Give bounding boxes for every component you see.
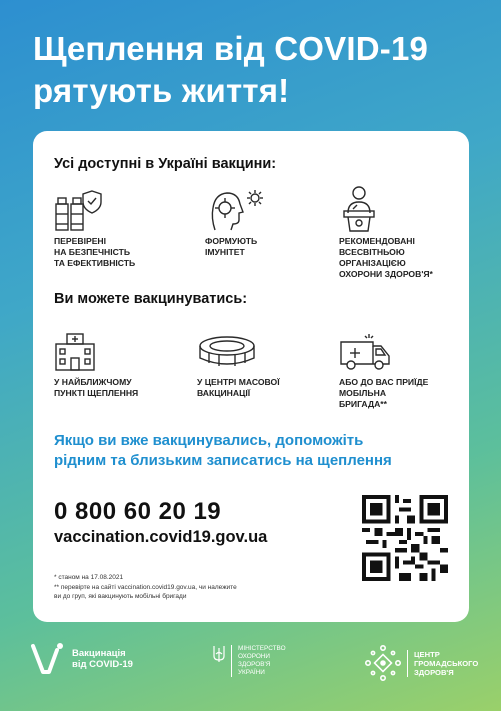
vaccine-item-label-2: ІМУНІТЕТ [205, 247, 245, 257]
vaccine-item-tested [54, 188, 184, 269]
vaccination-covid19-logo [30, 642, 133, 676]
cta-line-2: рідним та близьким записатись на щеплення [54, 452, 392, 469]
logo2-line-3: ЗДОРОВ'Я [238, 661, 271, 668]
vaccine-item-label-1: РЕКОМЕНДОВАНІ [339, 236, 415, 246]
logo2-line-1: МІНІСТЕРСТВО [238, 645, 286, 652]
ministry-of-health-logo [213, 645, 286, 677]
footnote-2b: ви до груп, які вакцинують мобільні бригади [54, 593, 187, 600]
headline-line-2: рятують життя! [33, 72, 290, 109]
vaccine-item-immunity [205, 188, 335, 258]
where-item-label-1: У НАЙБЛИЖЧОМУ [54, 377, 132, 387]
qr-code [362, 495, 448, 581]
logo3-line-2: ГРОМАДСЬКОГО [414, 658, 479, 668]
where-item-label-1: У ЦЕНТРІ МАСОВОЇ [197, 377, 280, 387]
vaccine-item-label-1: ПЕРЕВІРЕНІ [54, 236, 107, 246]
vaccine-item-label-1: ФОРМУЮТЬ [205, 236, 258, 246]
where-item-label-2: ВАКЦИНАЦІЇ [197, 388, 251, 398]
vaccine-vials-shield-icon [54, 188, 106, 232]
immunity-head-virus-icon [205, 188, 267, 232]
call-to-action [54, 431, 392, 471]
vaccine-item-label-2: ВСЕСВІТНЬОЮ [339, 247, 405, 257]
logo1-line-1: Вакцинація [72, 648, 126, 659]
vaccine-item-label-3: ОРГАНІЗАЦІЄЮ [339, 258, 406, 268]
clinic-building-icon [54, 332, 96, 372]
public-health-center-logo [365, 645, 478, 681]
footnote-1: * станом на 17.08.2021 [54, 574, 124, 581]
where-item-stadium [197, 334, 327, 399]
where-item-label-3: БРИГАДА** [339, 399, 387, 409]
hotline-phone[interactable]: 0 800 60 20 19 [54, 498, 222, 525]
public-health-ornament-icon [365, 645, 401, 681]
logo1-line-2: від COVID-19 [72, 659, 133, 670]
headline [33, 28, 473, 112]
where-section-title: Ви можете вакцинуватись: [54, 291, 248, 307]
info-card [33, 131, 469, 622]
vaccine-item-label-2: НА БЕЗПЕЧНІСТЬ [54, 247, 131, 257]
cta-line-1: Якщо ви вже вакцинувались, допоможіть [54, 432, 364, 449]
vaccine-item-who [339, 185, 469, 280]
logo3-line-1: ЦЕНТР [414, 649, 440, 659]
where-item-label-1: АБО ДО ВАС ПРИЇДЕ [339, 377, 429, 387]
ambulance-icon [339, 332, 391, 372]
vaccine-item-label-4: ОХОРОНИ ЗДОРОВ'Я* [339, 269, 433, 279]
logo2-line-2: ОХОРОНИ [238, 653, 271, 660]
footnote-2a: ** перевірте на сайті vaccination.covid19.gov.ua, чи належите [54, 583, 237, 591]
stadium-icon [197, 334, 257, 370]
trident-icon [213, 645, 225, 663]
speaker-podium-icon [339, 185, 379, 232]
where-item-label-2: ПУНКТІ ЩЕПЛЕННЯ [54, 388, 139, 398]
where-item-ambulance [339, 332, 469, 410]
logo2-line-4: УКРАЇНИ [238, 669, 265, 676]
logo3-line-3: ЗДОРОВ'Я [414, 667, 454, 677]
vaccination-v-logo-icon [30, 642, 64, 676]
website-link[interactable]: vaccination.covid19.gov.ua [54, 528, 268, 546]
vaccines-section-title: Усі доступні в Україні вакцини: [54, 156, 277, 172]
vaccine-item-label-3: ТА ЕФЕКТИВНІСТЬ [54, 258, 136, 268]
footnotes [54, 573, 237, 602]
where-item-label-2: МОБІЛЬНА [339, 388, 387, 398]
headline-line-1: Щеплення від COVID-19 [33, 30, 429, 67]
where-item-clinic [54, 332, 184, 399]
